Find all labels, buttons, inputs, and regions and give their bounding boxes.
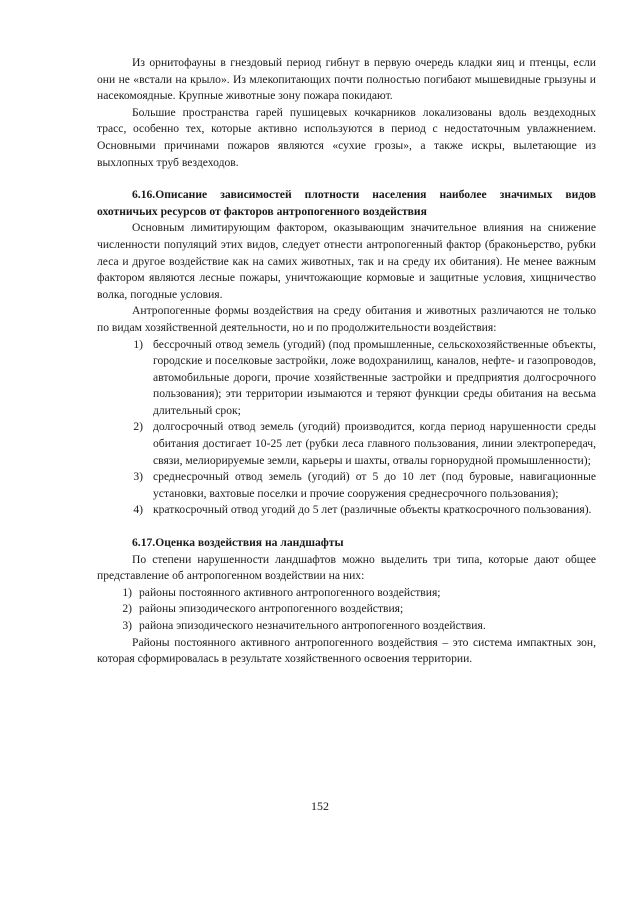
- landscape-types-list: [97, 585, 596, 635]
- list-item: [97, 601, 596, 618]
- list-item-text: бессрочный отвод земель (угодий) (под промышленные, сельскохозяйственные объекты, городские и поселковые застройки, ложе водохранилищ, каналов, нефте- и газопроводов, автомобильные дороги, прочие хозяйственные застройки и предприятия долгосрочного пользования); эти территории изымаются и теряют функции среды обитания на весьма длительный срок;: [153, 337, 596, 417]
- paragraph-burned-areas: Большие пространства гарей пушицевых кочкарников локализованы вдоль вездеходных трасс, особенно тех, которые активно используются в период с недостаточным увлажнением. Основными причинами пожаров являются «сухие грозы», а также искры, вылетающие из выхлопных труб вездеходов.: [97, 105, 596, 169]
- section-gap: [97, 519, 596, 535]
- section-gap: [97, 171, 596, 187]
- paragraph-landscape-intro: По степени нарушенности ландшафтов можно выделить три типа, которые дают общее представление об антропогенном воздействии на них:: [97, 552, 596, 583]
- list-item-number: 4): [133, 503, 143, 517]
- list-item-number: 3): [122, 619, 132, 632]
- list-item-text: среднесрочный отвод земель (угодий) от 5 до 10 лет (под буровые, навигационные установки, вахтовые поселки и прочие сооружения среднесрочного пользования);: [153, 470, 596, 500]
- page-content: [97, 55, 596, 668]
- paragraph-anthropogenic-forms: Антропогенные формы воздействия на среду обитания и животных различаются не только по видам хозяйственной деятельности, но и по продолжительности воздействия:: [97, 304, 596, 334]
- list-item-text: районы постоянного активного антропогенного воздействия;: [139, 585, 441, 599]
- paragraph-ornithofauna: Из орнитофауны в гнездовый период гибнут в первую очередь кладки яиц и птенцы, если они не «встали на крыло». Из млекопитающих почти полностью погибают мышевидные грызуны и насекомоядные. Крупные животные зону пожара покидают.: [97, 56, 596, 103]
- paragraph-limiting-factor: Основным лимитирующим фактором, оказывающим значительное влияния на снижение численности популяций этих видов, следует отнести антропогенный фактор (браконьерство, рубки леса и другое воздействие как на самих животных, так и на среду их обитания). Не менее важным фактором являются лесные пожары, уничтожающие кормовые и защитные условия, хищничество волка, погодные условия.: [97, 221, 596, 301]
- list-item: [97, 502, 596, 519]
- list-item-number: 1): [122, 585, 132, 599]
- list-item: [97, 337, 596, 420]
- list-item: [97, 585, 596, 602]
- list-item: [97, 419, 596, 469]
- list-item-number: 1): [133, 337, 143, 351]
- list-item-text: долгосрочный отвод земель (угодий) производится, когда период нарушенности среды обитания достигает 10-25 лет (рубки леса главного пользования, линии электропередач, связи, мелиорируемые земли, карьеры и шахты, отвалы горнорудной промышленности);: [153, 420, 596, 467]
- list-item-number: 2): [122, 602, 132, 616]
- list-item-number: 3): [133, 470, 143, 484]
- section-617-heading: 6.17.Оценка воздействия на ландшафты: [132, 536, 344, 550]
- list-item-number: 2): [133, 420, 143, 434]
- list-item-text: краткосрочный отвод угодий до 5 лет (различные объекты краткосрочного пользования).: [153, 503, 592, 517]
- list-item: [97, 469, 596, 502]
- section-616-heading: 6.16.Описание зависимостей плотности населения наиболее значимых видов охотничьих ресурсов от факторов антропогенного воздействия: [97, 188, 596, 218]
- page-number: 152: [311, 799, 329, 813]
- land-allotment-list: [97, 337, 596, 520]
- list-item-text: района эпизодического незначительного антропогенного воздействия.: [139, 619, 486, 632]
- list-item-text: районы эпизодического антропогенного воздействия;: [139, 602, 404, 616]
- paragraph-impact-zones: Районы постоянного активного антропогенного воздействия – это система импактных зон, которая сформировалась в результате хозяйственного освоения территории.: [97, 635, 596, 666]
- list-item: [97, 618, 596, 635]
